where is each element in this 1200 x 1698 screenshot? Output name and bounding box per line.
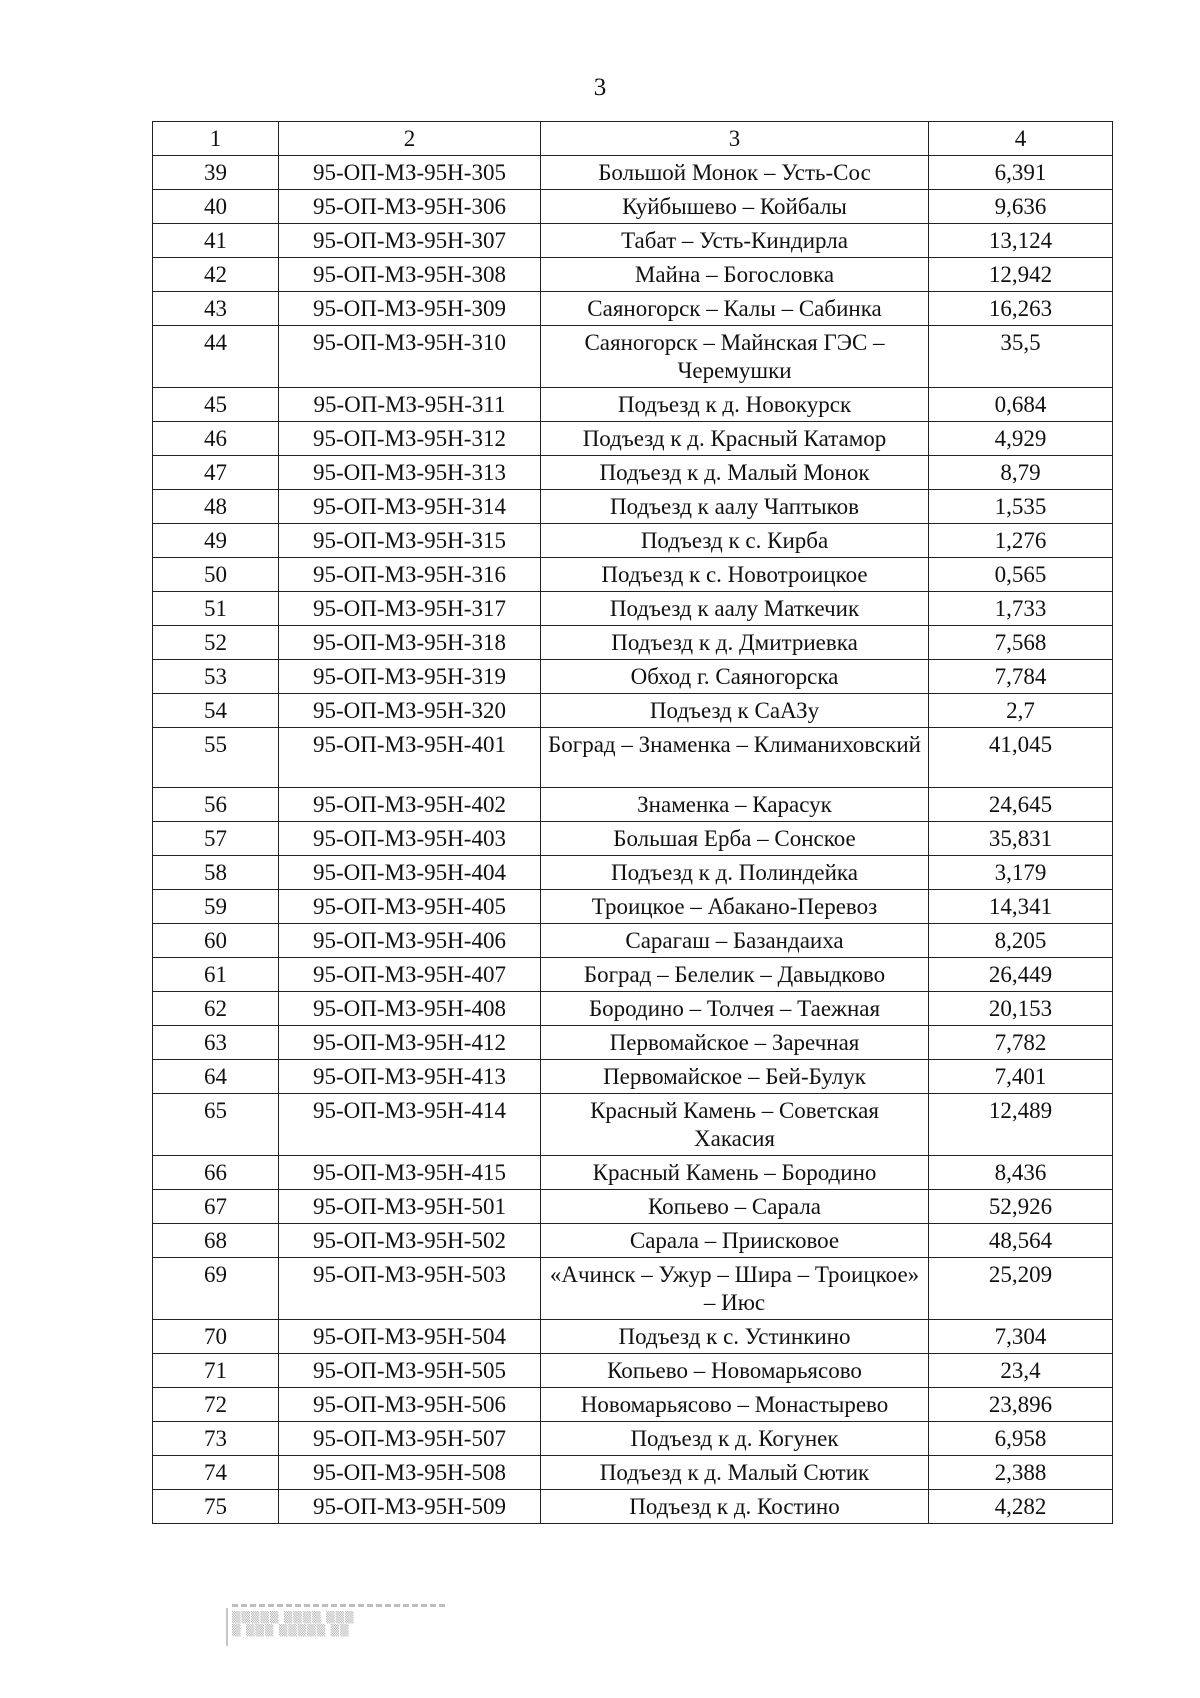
header-cell: 3 (541, 122, 929, 156)
cell-road-name: Красный Камень – Советская Хакасия (541, 1094, 929, 1156)
cell-road-code: 95-ОП-МЗ-95Н-504 (279, 1320, 541, 1354)
table-row (153, 728, 1113, 788)
cell-length: 8,205 (929, 924, 1113, 958)
cell-number: 67 (153, 1190, 279, 1224)
cell-road-name: Подъезд к д. Полиндейка (541, 856, 929, 890)
cell-road-code: 95-ОП-МЗ-95Н-312 (279, 422, 541, 456)
cell-length: 24,645 (929, 788, 1113, 822)
table-row (153, 1224, 1113, 1258)
cell-road-code: 95-ОП-МЗ-95Н-405 (279, 890, 541, 924)
cell-length: 1,733 (929, 592, 1113, 626)
cell-road-code: 95-ОП-МЗ-95Н-318 (279, 626, 541, 660)
cell-road-name: Троицкое – Абакано-Перевоз (541, 890, 929, 924)
cell-number: 62 (153, 992, 279, 1026)
table-row (153, 856, 1113, 890)
cell-length: 35,831 (929, 822, 1113, 856)
cell-road-name: Сарала – Приисковое (541, 1224, 929, 1258)
cell-number: 47 (153, 456, 279, 490)
cell-length: 7,568 (929, 626, 1113, 660)
cell-road-code: 95-ОП-МЗ-95Н-314 (279, 490, 541, 524)
table-row (153, 1354, 1113, 1388)
cell-road-code: 95-ОП-МЗ-95Н-315 (279, 524, 541, 558)
cell-road-code: 95-ОП-МЗ-95Н-313 (279, 456, 541, 490)
cell-length: 4,929 (929, 422, 1113, 456)
cell-road-name: Табат – Усть-Киндирла (541, 224, 929, 258)
cell-length: 14,341 (929, 890, 1113, 924)
table-row (153, 626, 1113, 660)
cell-road-code: 95-ОП-МЗ-95Н-310 (279, 326, 541, 388)
cell-length: 9,636 (929, 190, 1113, 224)
cell-road-name: Саяногорск – Калы – Сабинка (541, 292, 929, 326)
cell-length: 41,045 (929, 728, 1113, 788)
cell-number: 52 (153, 626, 279, 660)
table-row (153, 524, 1113, 558)
cell-road-code: 95-ОП-МЗ-95Н-308 (279, 258, 541, 292)
cell-length: 7,304 (929, 1320, 1113, 1354)
cell-number: 46 (153, 422, 279, 456)
cell-number: 39 (153, 156, 279, 190)
cell-road-code: 95-ОП-МЗ-95Н-414 (279, 1094, 541, 1156)
cell-road-name: Майна – Богословка (541, 258, 929, 292)
cell-length: 3,179 (929, 856, 1113, 890)
header-cell: 4 (929, 122, 1113, 156)
cell-road-name: Знаменка – Карасук (541, 788, 929, 822)
cell-number: 54 (153, 694, 279, 728)
cell-number: 71 (153, 1354, 279, 1388)
cell-road-name: Обход г. Саяногорска (541, 660, 929, 694)
table-row (153, 660, 1113, 694)
cell-road-name: Подъезд к д. Новокурск (541, 388, 929, 422)
header-cell: 2 (279, 122, 541, 156)
table-row (153, 1388, 1113, 1422)
cell-road-name: Подъезд к аалу Маткечик (541, 592, 929, 626)
cell-length: 16,263 (929, 292, 1113, 326)
table-row (153, 490, 1113, 524)
table-row (153, 1320, 1113, 1354)
cell-number: 41 (153, 224, 279, 258)
cell-number: 48 (153, 490, 279, 524)
table-row (153, 1422, 1113, 1456)
cell-number: 51 (153, 592, 279, 626)
cell-number: 70 (153, 1320, 279, 1354)
table-row (153, 224, 1113, 258)
cell-road-name: Подъезд к д. Малый Монок (541, 456, 929, 490)
cell-road-code: 95-ОП-МЗ-95Н-311 (279, 388, 541, 422)
page-number: 3 (593, 74, 607, 101)
table-row (153, 992, 1113, 1026)
cell-road-code: 95-ОП-МЗ-95Н-507 (279, 1422, 541, 1456)
cell-road-name: Боград – Белелик – Давыдково (541, 958, 929, 992)
cell-number: 44 (153, 326, 279, 388)
table-row (153, 958, 1113, 992)
cell-road-name: Большой Монок – Усть-Сос (541, 156, 929, 190)
cell-number: 61 (153, 958, 279, 992)
cell-road-name: Подъезд к СаАЗу (541, 694, 929, 728)
cell-length: 0,684 (929, 388, 1113, 422)
cell-length: 52,926 (929, 1190, 1113, 1224)
cell-road-name: Подъезд к с. Устинкино (541, 1320, 929, 1354)
cell-length: 23,896 (929, 1388, 1113, 1422)
cell-road-code: 95-ОП-МЗ-95Н-309 (279, 292, 541, 326)
table-row (153, 1190, 1113, 1224)
cell-road-name: Новомарьясово – Монастырево (541, 1388, 929, 1422)
cell-road-code: 95-ОП-МЗ-95Н-408 (279, 992, 541, 1026)
cell-number: 65 (153, 1094, 279, 1156)
table-row (153, 292, 1113, 326)
table-row (153, 1490, 1113, 1524)
table-row (153, 1094, 1113, 1156)
table-body (153, 122, 1113, 1524)
table-row (153, 1456, 1113, 1490)
cell-number: 53 (153, 660, 279, 694)
cell-length: 2,7 (929, 694, 1113, 728)
header-cell: 1 (153, 122, 279, 156)
cell-number: 60 (153, 924, 279, 958)
cell-number: 75 (153, 1490, 279, 1524)
cell-length: 4,282 (929, 1490, 1113, 1524)
cell-road-name: Подъезд к д. Костино (541, 1490, 929, 1524)
cell-road-name: Подъезд к с. Кирба (541, 524, 929, 558)
cell-road-code: 95-ОП-МЗ-95Н-401 (279, 728, 541, 788)
cell-length: 0,565 (929, 558, 1113, 592)
cell-road-name: Боград – Знаменка – Климаниховский (541, 728, 929, 788)
cell-road-code: 95-ОП-МЗ-95Н-407 (279, 958, 541, 992)
cell-road-code: 95-ОП-МЗ-95Н-506 (279, 1388, 541, 1422)
cell-road-name: Подъезд к д. Малый Сютик (541, 1456, 929, 1490)
table-row (153, 822, 1113, 856)
cell-road-code: 95-ОП-МЗ-95Н-306 (279, 190, 541, 224)
cell-number: 50 (153, 558, 279, 592)
cell-length: 6,391 (929, 156, 1113, 190)
cell-number: 59 (153, 890, 279, 924)
cell-number: 68 (153, 1224, 279, 1258)
cell-road-code: 95-ОП-МЗ-95Н-305 (279, 156, 541, 190)
cell-road-code: 95-ОП-МЗ-95Н-316 (279, 558, 541, 592)
cell-length: 26,449 (929, 958, 1113, 992)
table-row (153, 1026, 1113, 1060)
cell-length: 35,5 (929, 326, 1113, 388)
cell-road-code: 95-ОП-МЗ-95Н-406 (279, 924, 541, 958)
cell-road-name: Подъезд к аалу Чаптыков (541, 490, 929, 524)
cell-road-name: Копьево – Сарала (541, 1190, 929, 1224)
table-row (153, 924, 1113, 958)
cell-road-code: 95-ОП-МЗ-95Н-307 (279, 224, 541, 258)
cell-length: 8,79 (929, 456, 1113, 490)
cell-number: 45 (153, 388, 279, 422)
cell-road-name: Копьево – Новомарьясово (541, 1354, 929, 1388)
cell-road-code: 95-ОП-МЗ-95Н-413 (279, 1060, 541, 1094)
cell-length: 20,153 (929, 992, 1113, 1026)
cell-road-code: 95-ОП-МЗ-95Н-402 (279, 788, 541, 822)
cell-number: 73 (153, 1422, 279, 1456)
table-row (153, 890, 1113, 924)
table-row (153, 592, 1113, 626)
cell-road-code: 95-ОП-МЗ-95Н-505 (279, 1354, 541, 1388)
table-row (153, 558, 1113, 592)
cell-road-name: Первомайское – Бей-Булук (541, 1060, 929, 1094)
cell-road-name: Подъезд к д. Красный Катамор (541, 422, 929, 456)
cell-number: 43 (153, 292, 279, 326)
cell-number: 42 (153, 258, 279, 292)
cell-number: 63 (153, 1026, 279, 1060)
cell-number: 40 (153, 190, 279, 224)
cell-road-code: 95-ОП-МЗ-95Н-320 (279, 694, 541, 728)
table-row (153, 1060, 1113, 1094)
cell-road-name: Подъезд к с. Новотроицкое (541, 558, 929, 592)
table-row (153, 156, 1113, 190)
cell-number: 57 (153, 822, 279, 856)
cell-number: 56 (153, 788, 279, 822)
cell-road-name: Первомайское – Заречная (541, 1026, 929, 1060)
cell-length: 7,401 (929, 1060, 1113, 1094)
table-row (153, 1258, 1113, 1320)
cell-length: 2,388 (929, 1456, 1113, 1490)
cell-number: 49 (153, 524, 279, 558)
cell-number: 58 (153, 856, 279, 890)
cell-road-code: 95-ОП-МЗ-95Н-403 (279, 822, 541, 856)
table-row (153, 1156, 1113, 1190)
table-row (153, 190, 1113, 224)
table-row (153, 326, 1113, 388)
table-row (153, 456, 1113, 490)
cell-length: 23,4 (929, 1354, 1113, 1388)
cell-number: 72 (153, 1388, 279, 1422)
cell-road-name: Большая Ерба – Сонское (541, 822, 929, 856)
cell-road-code: 95-ОП-МЗ-95Н-501 (279, 1190, 541, 1224)
cell-length: 13,124 (929, 224, 1113, 258)
cell-road-code: 95-ОП-МЗ-95Н-508 (279, 1456, 541, 1490)
cell-road-code: 95-ОП-МЗ-95Н-412 (279, 1026, 541, 1060)
table-row (153, 694, 1113, 728)
cell-road-name: Куйбышево – Койбалы (541, 190, 929, 224)
cell-length: 6,958 (929, 1422, 1113, 1456)
table-row (153, 258, 1113, 292)
registration-stamp: ▒▒▒▒▒ ▒▒▒▒ ▒▒▒ ▒ ▒▒▒ ▒▒▒▒▒ ▒▒ (232, 1600, 447, 1652)
table-row (153, 388, 1113, 422)
cell-road-code: 95-ОП-МЗ-95Н-509 (279, 1490, 541, 1524)
cell-road-code: 95-ОП-МЗ-95Н-503 (279, 1258, 541, 1320)
cell-length: 1,276 (929, 524, 1113, 558)
cell-length: 12,489 (929, 1094, 1113, 1156)
cell-road-code: 95-ОП-МЗ-95Н-415 (279, 1156, 541, 1190)
cell-number: 64 (153, 1060, 279, 1094)
cell-road-code: 95-ОП-МЗ-95Н-502 (279, 1224, 541, 1258)
cell-number: 66 (153, 1156, 279, 1190)
cell-length: 7,782 (929, 1026, 1113, 1060)
table-row (153, 788, 1113, 822)
table-row (153, 422, 1113, 456)
cell-number: 55 (153, 728, 279, 788)
cell-number: 69 (153, 1258, 279, 1320)
road-table (152, 121, 1113, 1524)
cell-length: 12,942 (929, 258, 1113, 292)
cell-road-code: 95-ОП-МЗ-95Н-319 (279, 660, 541, 694)
cell-road-code: 95-ОП-МЗ-95Н-317 (279, 592, 541, 626)
cell-road-code: 95-ОП-МЗ-95Н-404 (279, 856, 541, 890)
cell-number: 74 (153, 1456, 279, 1490)
cell-road-name: Сарагаш – Базандаиха (541, 924, 929, 958)
cell-road-name: Красный Камень – Бородино (541, 1156, 929, 1190)
cell-length: 48,564 (929, 1224, 1113, 1258)
cell-road-name: «Ачинск – Ужур – Шира – Троицкое» – Июс (541, 1258, 929, 1320)
cell-length: 25,209 (929, 1258, 1113, 1320)
cell-length: 8,436 (929, 1156, 1113, 1190)
cell-road-name: Саяногорск – Майнская ГЭС – Черемушки (541, 326, 929, 388)
cell-road-name: Бородино – Толчея – Таежная (541, 992, 929, 1026)
cell-road-name: Подъезд к д. Дмитриевка (541, 626, 929, 660)
cell-length: 7,784 (929, 660, 1113, 694)
table-header-row (153, 122, 1113, 156)
cell-road-name: Подъезд к д. Когунек (541, 1422, 929, 1456)
cell-length: 1,535 (929, 490, 1113, 524)
